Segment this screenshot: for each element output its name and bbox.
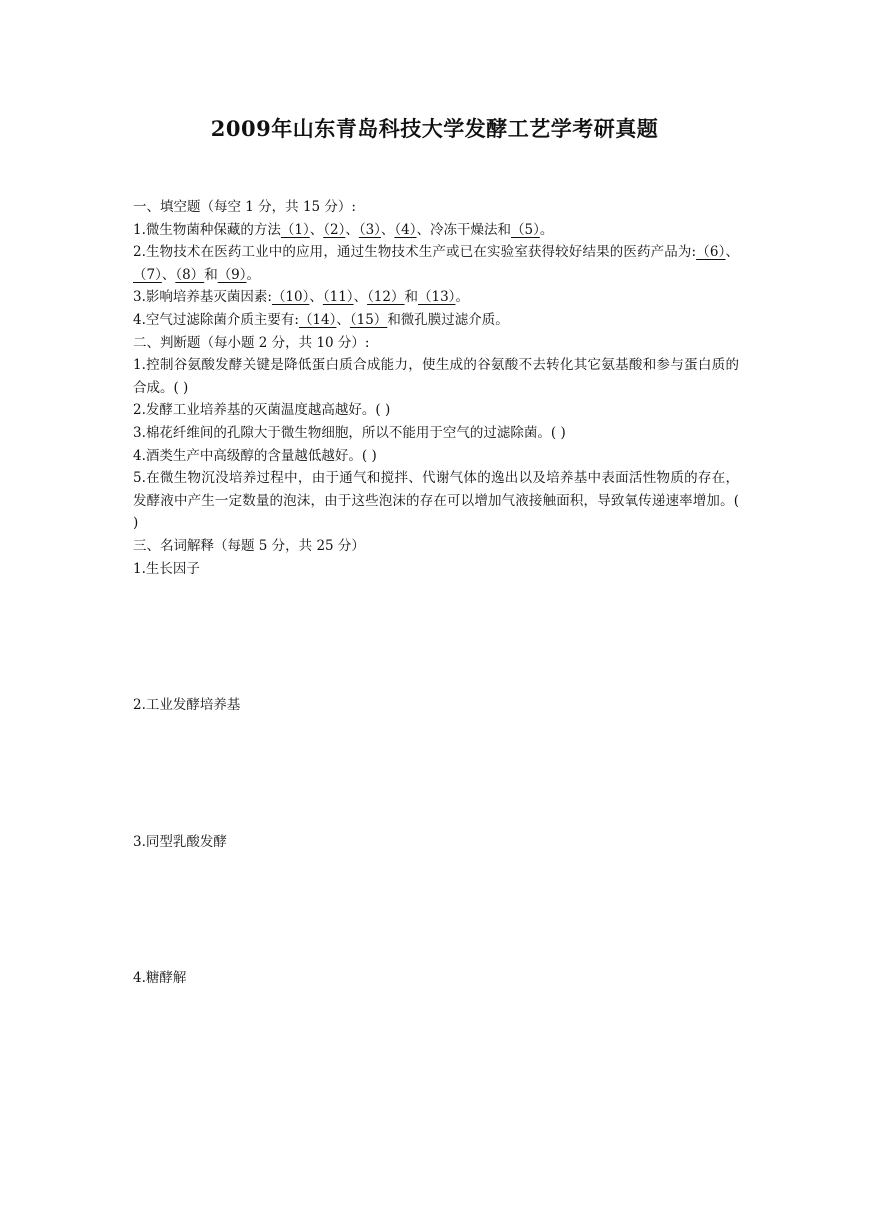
true-false-q4: 4.酒类生产中高级醇的含量越低越好。( ) — [133, 447, 377, 464]
blank-15: （15） — [349, 311, 388, 328]
page-title: 2009年山东青岛科技大学发酵工艺学考研真题 — [210, 116, 659, 141]
blank-13: （13） — [418, 289, 456, 306]
blank-7: （7） — [133, 266, 162, 283]
blank-14: （14） — [298, 311, 337, 328]
true-false-q3: 3.棉花纤维间的孔隙大于微生物细胞，所以不能用于空气的过滤除菌。( ) — [133, 424, 566, 441]
blank-11: （11） — [322, 289, 354, 306]
answer-space — [133, 717, 739, 831]
blank-6: （6） — [696, 244, 726, 261]
true-false-q1: 1.控制谷氨酸发酵关键是降低蛋白质合成能力，使生成的谷氨酸不去转化其它氨基酸和参与蛋白质的合成。( ) — [133, 357, 739, 396]
definition-q3: 3.同型乳酸发酵 — [133, 833, 227, 850]
blank-1: （1） — [280, 221, 310, 238]
answer-space — [133, 853, 739, 967]
blank-3: （3） — [358, 221, 381, 238]
exam-content — [133, 196, 739, 990]
definition-q2: 2.工业发酵培养基 — [133, 697, 241, 714]
blank-9: （9） — [217, 266, 247, 283]
definition-q4: 4.糖酵解 — [133, 970, 187, 987]
blank-4: （4） — [394, 221, 417, 238]
definition-q1: 1.生长因子 — [133, 560, 200, 577]
true-false-q2: 2.发酵工业培养基的灭菌温度越高越好。( ) — [133, 402, 391, 419]
fill-blank-q2: 2.生物技术在医药工业中的应用，通过生物技术生产或已在实验室获得较好结果的医药产品为:（6）、（7）、（8）和（9）。 — [133, 244, 739, 283]
fill-blank-q1: 1.微生物菌种保藏的方法（1）、（2）、（3）、（4）、冷冻干燥法和（5）。 — [133, 221, 554, 238]
section-fill-blank-heading: 一、填空题（每空 1 分，共 15 分）: — [133, 199, 356, 215]
fill-blank-q4: 4.空气过滤除菌介质主要有:（14）、（15）和微孔膜过滤介质。 — [133, 311, 509, 328]
answer-space — [133, 580, 739, 694]
section-definitions-heading: 三、名词解释（每题 5 分，共 25 分） — [133, 537, 365, 554]
section-true-false-heading: 二、判断题（每小题 2 分，共 10 分）: — [133, 334, 370, 351]
fill-blank-q3: 3.影响培养基灭菌因素:（10）、（11）、（12）和（13）。 — [133, 289, 469, 306]
blank-10: （10） — [271, 289, 310, 306]
blank-12: （12） — [367, 289, 405, 306]
blank-8: （8） — [175, 266, 205, 283]
true-false-q5: 5.在微生物沉没培养过程中，由于通气和搅拌、代谢气体的逸出以及培养基中表面活性物质的存在，发酵液中产生一定数量的泡沫，由于这些泡沫的存在可以增加气液接触面积，导致氧传递速率增加。( ) — [133, 470, 739, 532]
blank-5: （5） — [511, 221, 540, 238]
blank-2: （2） — [323, 221, 346, 238]
